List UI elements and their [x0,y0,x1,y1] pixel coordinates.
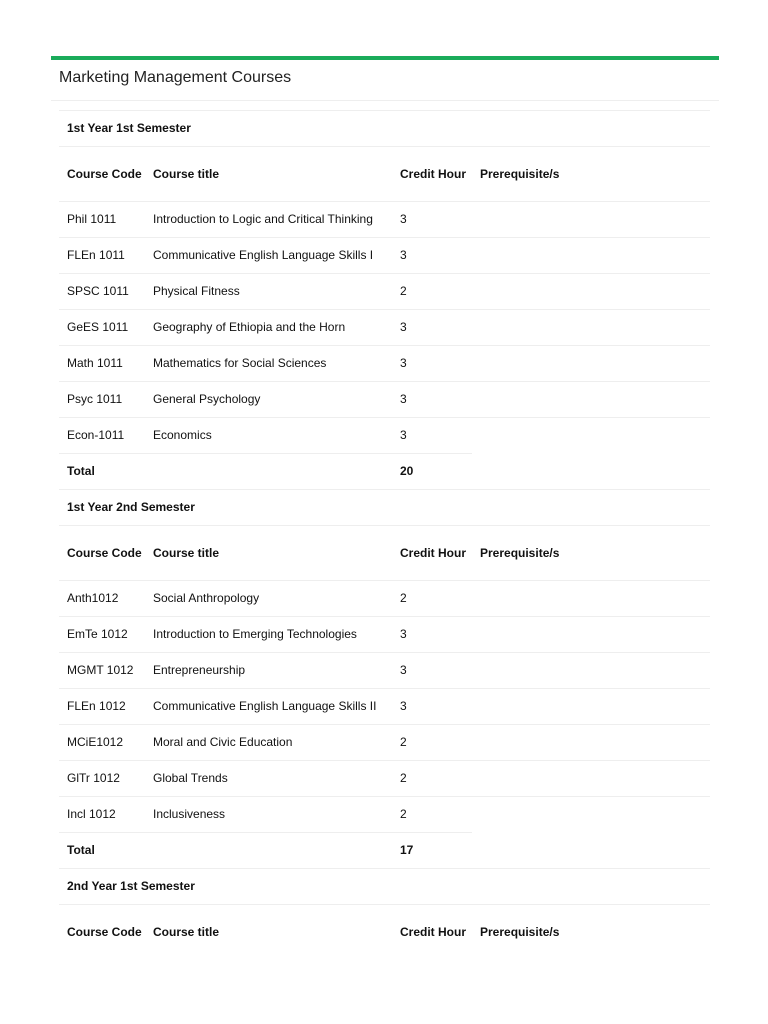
prerequisite [472,725,710,761]
credit-hour: 3 [392,238,472,274]
semester-title-row [59,869,710,905]
table-row [59,238,710,274]
prerequisite [472,797,710,833]
credit-hour: 3 [392,310,472,346]
credit-hour: 3 [392,346,472,382]
total-empty [145,454,392,490]
table-row [59,725,710,761]
total-row [59,454,710,490]
course-title: General Psychology [145,382,392,418]
table-row [59,761,710,797]
courses-table-wrap [59,110,710,959]
prerequisite [472,761,710,797]
course-title: Moral and Civic Education [145,725,392,761]
course-title: Social Anthropology [145,581,392,617]
courses-card [51,56,719,1024]
course-code: EmTe 1012 [59,617,145,653]
total-label: Total [59,454,145,490]
course-title: Introduction to Emerging Technologies [145,617,392,653]
header-course-code: Course Code [59,526,145,581]
header-course-title: Course title [145,147,392,202]
header-credit-hour: Credit Hour [392,526,472,581]
course-code: MGMT 1012 [59,653,145,689]
prerequisite [472,382,710,418]
header-prerequisite: Prerequisite/s [472,905,710,960]
credit-hour: 2 [392,581,472,617]
prerequisite [472,581,710,617]
table-row [59,274,710,310]
course-title: Entrepreneurship [145,653,392,689]
card-header [51,60,719,101]
prerequisite [472,238,710,274]
total-value: 17 [392,833,472,869]
semester-title-row [59,111,710,147]
credit-hour: 3 [392,202,472,238]
semester-title: 1st Year 1st Semester [59,111,710,147]
prerequisite [472,274,710,310]
course-title: Inclusiveness [145,797,392,833]
table-row [59,617,710,653]
prerequisite [472,310,710,346]
course-code: SPSC 1011 [59,274,145,310]
credit-hour: 3 [392,689,472,725]
course-title: Mathematics for Social Sciences [145,346,392,382]
total-prereq-empty [472,833,710,869]
course-code: FLEn 1011 [59,238,145,274]
header-prerequisite: Prerequisite/s [472,147,710,202]
credit-hour: 3 [392,418,472,454]
course-title: Geography of Ethiopia and the Horn [145,310,392,346]
total-prereq-empty [472,454,710,490]
header-course-title: Course title [145,526,392,581]
prerequisite [472,346,710,382]
table-header-row [59,905,710,960]
table-row [59,653,710,689]
prerequisite [472,653,710,689]
course-title: Introduction to Logic and Critical Thinking [145,202,392,238]
prerequisite [472,202,710,238]
credit-hour: 2 [392,761,472,797]
table-row [59,581,710,617]
credit-hour: 3 [392,382,472,418]
course-title: Global Trends [145,761,392,797]
credit-hour: 2 [392,274,472,310]
table-row [59,382,710,418]
course-code: GeES 1011 [59,310,145,346]
header-course-code: Course Code [59,905,145,960]
course-title: Communicative English Language Skills I [145,238,392,274]
semester-title: 1st Year 2nd Semester [59,490,710,526]
course-title: Communicative English Language Skills II [145,689,392,725]
courses-table-body [59,111,710,960]
course-code: Anth1012 [59,581,145,617]
course-code: Econ-1011 [59,418,145,454]
table-row [59,310,710,346]
credit-hour: 2 [392,797,472,833]
credit-hour: 3 [392,617,472,653]
total-value: 20 [392,454,472,490]
table-header-row [59,147,710,202]
courses-table [59,110,710,959]
table-row [59,418,710,454]
credit-hour: 3 [392,653,472,689]
table-row [59,797,710,833]
prerequisite [472,689,710,725]
header-course-title: Course title [145,905,392,960]
course-code: Incl 1012 [59,797,145,833]
course-code: Math 1011 [59,346,145,382]
table-row [59,689,710,725]
credit-hour: 2 [392,725,472,761]
course-code: Psyc 1011 [59,382,145,418]
course-code: Phil 1011 [59,202,145,238]
course-title: Physical Fitness [145,274,392,310]
prerequisite [472,418,710,454]
table-row [59,346,710,382]
header-credit-hour: Credit Hour [392,905,472,960]
header-credit-hour: Credit Hour [392,147,472,202]
table-row [59,202,710,238]
header-course-code: Course Code [59,147,145,202]
total-row [59,833,710,869]
total-label: Total [59,833,145,869]
course-code: MCiE1012 [59,725,145,761]
prerequisite [472,617,710,653]
header-prerequisite: Prerequisite/s [472,526,710,581]
page-title: Marketing Management Courses [59,69,292,86]
semester-title-row [59,490,710,526]
course-code: GlTr 1012 [59,761,145,797]
course-code: FLEn 1012 [59,689,145,725]
table-header-row [59,526,710,581]
course-title: Economics [145,418,392,454]
total-empty [145,833,392,869]
semester-title: 2nd Year 1st Semester [59,869,710,905]
